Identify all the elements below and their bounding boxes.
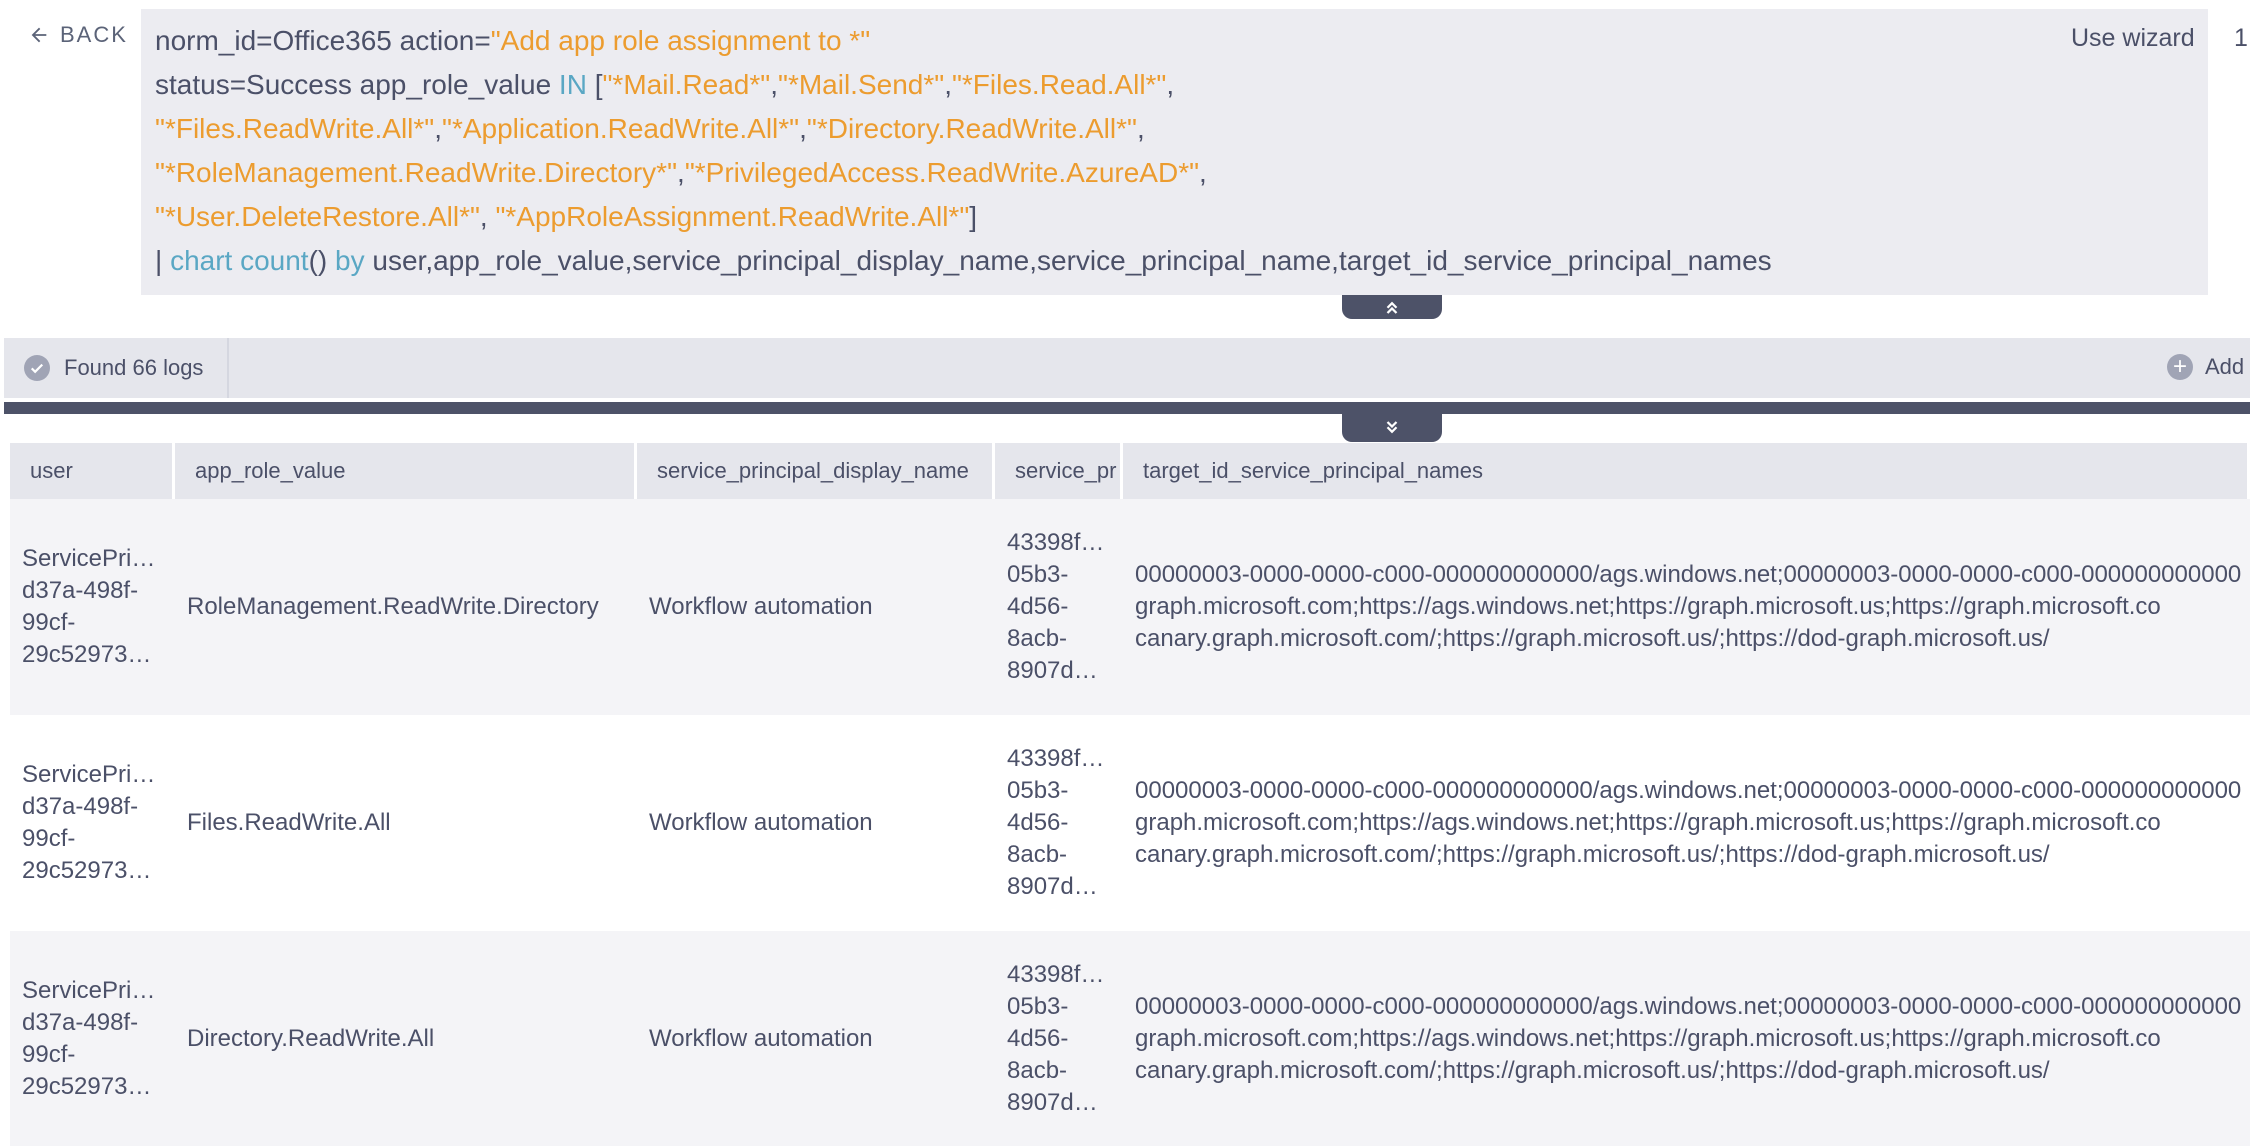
panel-divider[interactable] <box>4 402 2250 414</box>
query-text-token: | <box>155 245 171 276</box>
cell-spn-line: 05b3- <box>1007 561 1069 588</box>
cell-target-line: 00000003-0000-0000-c000-000000000000/ags.windows.net;00000003-0000-0000-c000-000000000000 <box>1135 561 2242 588</box>
cell-user-line: 29c52973… <box>22 857 152 884</box>
cell-spn-line: 43398f… <box>1007 745 1105 772</box>
cell-user <box>10 931 175 1146</box>
back-label: BACK <box>60 22 128 47</box>
table-row[interactable] <box>10 931 2250 1146</box>
chevrons-up-icon <box>1383 298 1401 316</box>
cell-spdn-text: Workflow automation <box>649 593 873 620</box>
query-line-1 <box>155 19 2194 63</box>
query-string-token: "*Files.ReadWrite.All*" <box>155 113 435 144</box>
query-string-token: "*RoleManagement.ReadWrite.Directory*" <box>155 157 678 188</box>
query-string-token: "*Application.ReadWrite.All*" <box>442 113 800 144</box>
query-text-token: norm_id=Office365 action= <box>155 25 491 56</box>
cell-user-line: 29c52973… <box>22 641 152 668</box>
cell-user-line: 99cf- <box>22 825 76 852</box>
cell-user-line: ServicePri… <box>22 761 156 788</box>
query-string-token: "*PrivilegedAccess.ReadWrite.AzureAD*" <box>684 157 1200 188</box>
cell-app-role-value-text: RoleManagement.ReadWrite.Directory <box>187 593 599 620</box>
query-text-token: , <box>799 113 807 144</box>
add-label: Add <box>2205 354 2245 379</box>
cell-spn-line: 4d56- <box>1007 593 1069 620</box>
cell-user <box>10 715 175 931</box>
cell-user-line: ServicePri… <box>22 545 156 572</box>
cell-service-principal-display-name <box>637 499 995 715</box>
query-text-token: , <box>1166 69 1175 100</box>
column-header-service-principal-display-name[interactable]: service_principal_display_name <box>637 443 995 499</box>
cell-user <box>10 499 175 715</box>
query-string-token: "*Files.Read.All*" <box>951 69 1167 100</box>
cell-target-id-service-principal-names <box>1123 715 2250 931</box>
cell-user-line: ServicePri… <box>22 977 156 1004</box>
query-keyword-token: chart count <box>170 245 309 276</box>
cell-spn-line: 4d56- <box>1007 809 1069 836</box>
query-keyword-token: IN <box>558 69 587 100</box>
expand-results-button[interactable] <box>1342 414 1442 442</box>
cell-app-role-value <box>175 931 637 1146</box>
cell-target-line: graph.microsoft.com;https://ags.windows.net;https://graph.microsoft.us;https://graph.microsoft.co <box>1135 1025 2161 1052</box>
cell-user-line: 99cf- <box>22 1041 76 1068</box>
cell-target-line: graph.microsoft.com;https://ags.windows.net;https://graph.microsoft.us;https://graph.microsoft.co <box>1135 809 2161 836</box>
table-row[interactable] <box>10 715 2250 931</box>
query-text-token: ] <box>969 201 978 232</box>
cell-service-principal-name <box>995 499 1123 715</box>
cell-target-line: canary.graph.microsoft.com/;https://graph.microsoft.us/;https://dod-graph.microsoft.us/ <box>1135 1057 2050 1084</box>
query-line-6 <box>155 239 2194 283</box>
use-wizard-link[interactable]: Use wizard <box>2071 24 2195 52</box>
cell-spn-line: 43398f… <box>1007 529 1105 556</box>
cell-target-id-service-principal-names <box>1123 499 2250 715</box>
cell-spn-line: 05b3- <box>1007 993 1069 1020</box>
query-line-4 <box>155 151 2194 195</box>
cell-user-line: d37a-498f- <box>22 1009 139 1036</box>
cell-target-line: canary.graph.microsoft.com/;https://graph.microsoft.us/;https://dod-graph.microsoft.us/ <box>1135 625 2050 652</box>
cell-user-line: d37a-498f- <box>22 793 139 820</box>
found-logs-indicator <box>4 338 229 398</box>
cell-target-line: canary.graph.microsoft.com/;https://graph.microsoft.us/;https://dod-graph.microsoft.us/ <box>1135 841 2050 868</box>
query-line-3 <box>155 107 2194 151</box>
back-button[interactable] <box>28 22 128 48</box>
cell-spdn-text: Workflow automation <box>649 1025 873 1052</box>
query-text-token: , <box>770 69 778 100</box>
table-row[interactable] <box>10 499 2250 715</box>
query-string-token: "Add app role assignment to *" <box>490 25 871 56</box>
query-text-token: user,app_role_value,service_principal_display_name,service_principal_name,target_id_service_principal_names <box>364 245 1772 276</box>
query-line-5 <box>155 195 2194 239</box>
plus-circle-icon: + <box>2167 354 2193 380</box>
cell-app-role-value <box>175 499 637 715</box>
query-text-token: , <box>1136 113 1145 144</box>
add-button[interactable] <box>2167 354 2244 380</box>
arrow-left-icon <box>28 24 50 46</box>
cell-spn-line: 8acb- <box>1007 841 1068 868</box>
cell-spn-line: 8acb- <box>1007 1057 1068 1084</box>
cell-target-id-service-principal-names <box>1123 931 2250 1146</box>
column-header-app-role-value[interactable]: app_role_value <box>175 443 637 499</box>
check-circle-icon <box>24 355 50 381</box>
results-table <box>10 443 2250 1146</box>
cell-user-line: d37a-498f- <box>22 577 139 604</box>
cell-app-role-value-text: Directory.ReadWrite.All <box>187 1025 435 1052</box>
table-header <box>10 443 2250 499</box>
query-string-token: "*Directory.ReadWrite.All*" <box>806 113 1137 144</box>
cell-app-role-value <box>175 715 637 931</box>
cell-spn-line: 8acb- <box>1007 625 1068 652</box>
cell-service-principal-display-name <box>637 715 995 931</box>
query-string-token: "*Mail.Read*" <box>602 69 771 100</box>
query-text-token: , <box>1199 157 1207 188</box>
cell-target-line: 00000003-0000-0000-c000-000000000000/ags.windows.net;00000003-0000-0000-c000-000000000000 <box>1135 993 2242 1020</box>
cell-service-principal-display-name <box>637 931 995 1146</box>
cell-spn-line: 8907d… <box>1007 1089 1098 1116</box>
query-keyword-token: by <box>335 245 365 276</box>
cell-spdn-text: Workflow automation <box>649 809 873 836</box>
cell-user-line: 29c52973… <box>22 1073 152 1100</box>
found-logs-text: Found 66 logs <box>64 355 204 380</box>
query-text-token: status=Success app_role_value <box>155 69 559 100</box>
query-text-token: , <box>479 201 496 232</box>
edge-number: 1 <box>2234 24 2248 52</box>
cell-service-principal-name <box>995 715 1123 931</box>
query-text-token: () <box>308 245 336 276</box>
column-header-target-id-service-principal-names[interactable]: target_id_service_principal_names <box>1123 443 2250 499</box>
cell-app-role-value-text: Files.ReadWrite.All <box>187 809 391 836</box>
query-string-token: "*Mail.Send*" <box>778 69 945 100</box>
cell-target-line: graph.microsoft.com;https://ags.windows.net;https://graph.microsoft.us;https://graph.microsoft.co <box>1135 593 2161 620</box>
cell-spn-line: 4d56- <box>1007 1025 1069 1052</box>
chevrons-down-icon <box>1383 419 1401 437</box>
query-text-token: , <box>944 69 952 100</box>
cell-spn-line: 43398f… <box>1007 961 1105 988</box>
cell-service-principal-name <box>995 931 1123 1146</box>
column-header-user[interactable]: user <box>10 443 175 499</box>
query-string-token: "*AppRoleAssignment.ReadWrite.All*" <box>495 201 970 232</box>
collapse-query-button[interactable] <box>1342 295 1442 319</box>
cell-spn-line: 8907d… <box>1007 873 1098 900</box>
query-editor[interactable] <box>141 9 2208 295</box>
cell-user-line: 99cf- <box>22 609 76 636</box>
query-line-2 <box>155 63 2194 107</box>
cell-spn-line: 05b3- <box>1007 777 1069 804</box>
query-text-token: , <box>677 157 685 188</box>
query-string-token: "*User.DeleteRestore.All*" <box>155 201 480 232</box>
cell-target-line: 00000003-0000-0000-c000-000000000000/ags.windows.net;00000003-0000-0000-c000-000000000000 <box>1135 777 2242 804</box>
results-status-bar <box>4 338 2250 398</box>
query-text-token: [ <box>586 69 603 100</box>
column-header-service-principal-name[interactable]: service_pr <box>995 443 1123 499</box>
query-text-token: , <box>434 113 443 144</box>
cell-spn-line: 8907d… <box>1007 657 1098 684</box>
